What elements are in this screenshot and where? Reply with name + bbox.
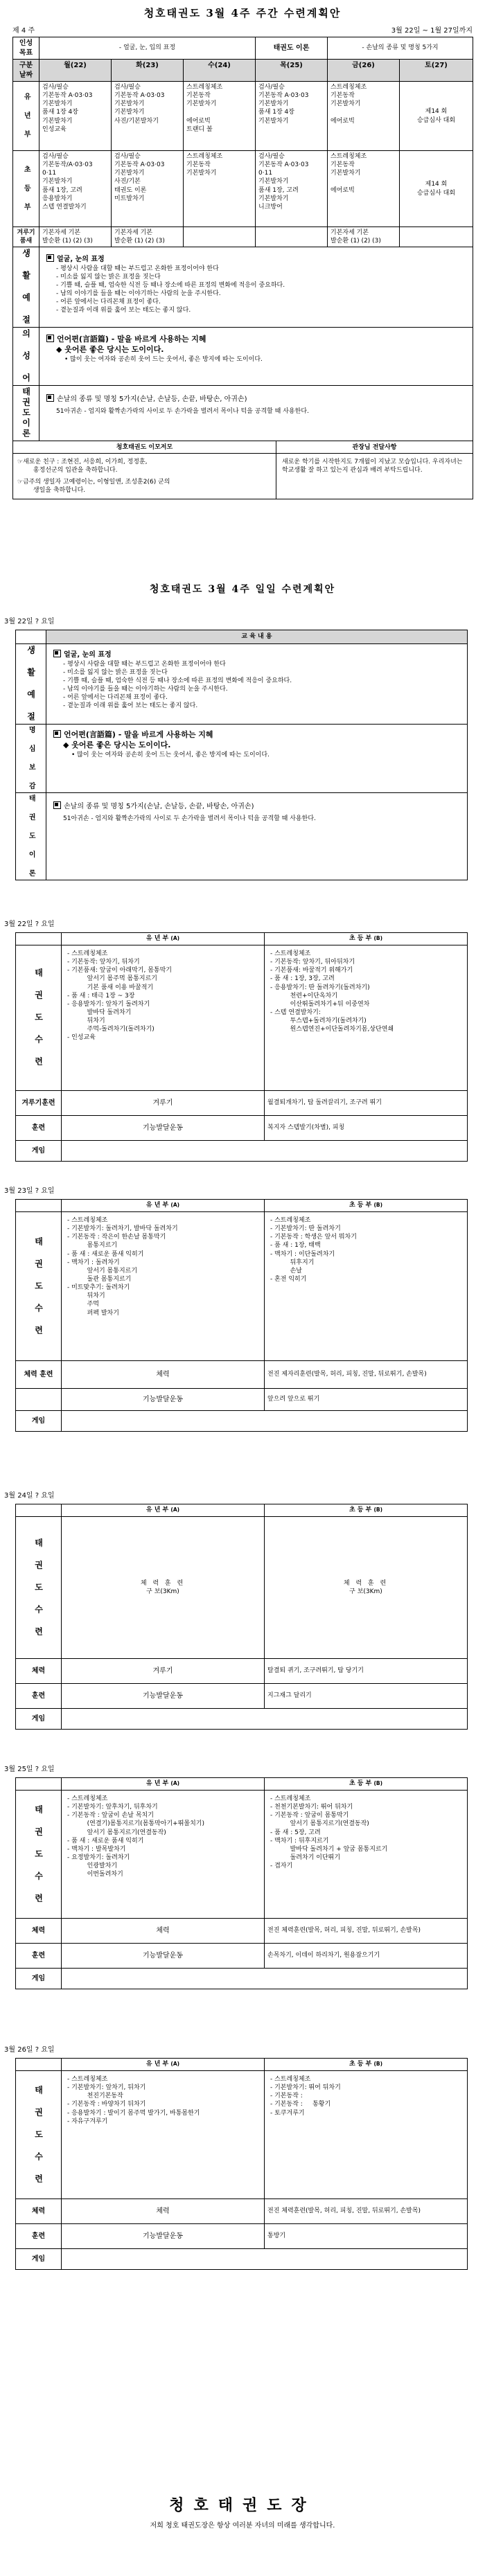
idiom-cell: 언어편(言語篇) - 말을 바르게 사용하는 지혜 ◆ 웃어른 좋은 당시는 도이이다. • 많이 웃는 여자와 공손히 웃어 드는 웃어서, 좋은 방지에 따는 도이이다. bbox=[39, 328, 473, 386]
theory-text: - 손날의 종류 및 명칭 5가지 bbox=[328, 37, 473, 60]
daily-life-label: 생 활 예 절 bbox=[26, 646, 36, 722]
youth-cell: 제14 회 승급심사 대회 bbox=[400, 82, 473, 151]
lesson-date: 3월 23일 ? 요일 bbox=[4, 1187, 55, 1195]
special-text: 앞으려 앞으로 뛰기 bbox=[265, 1389, 468, 1411]
day-header: 금(26) bbox=[328, 60, 400, 82]
training-side-label: 태 권 도 수 련 bbox=[33, 1538, 44, 1637]
training-sublabel: 체력 bbox=[62, 1919, 265, 1944]
training-label: 체력 bbox=[16, 2199, 62, 2224]
game-label: 게임 bbox=[16, 2249, 62, 2270]
goal-text: - 얼굴, 눈, 입의 표정 bbox=[39, 37, 256, 60]
youth-cell: 검사/필승 기본동작 A·03·03 기본발차기 기본발차기 사진/기본발차기 bbox=[112, 82, 184, 151]
game-label: 게임 bbox=[16, 1141, 62, 1162]
row-label: 태권도이론 bbox=[21, 387, 31, 440]
special-label: 기능발달운동 bbox=[62, 1116, 265, 1141]
header-label: 구분 날짜 bbox=[13, 60, 39, 82]
row-label: 초 등 부 bbox=[22, 166, 30, 212]
special-text: 복지자 스텝발기(차별), 피칭 bbox=[265, 1116, 468, 1141]
special-label-side: 훈련 bbox=[16, 2224, 62, 2249]
lesson-day-4 bbox=[0, 1763, 485, 1989]
sparring-cell: 기본자세 기본 발순환 (1) (2) (3) bbox=[39, 227, 112, 247]
col-elem-header: 초 등 부 (B) bbox=[265, 2059, 468, 2071]
special-text: 지그재그 달리기 bbox=[265, 1684, 468, 1709]
elementary-cell: 검사/필승 기본동작/A·03·03 0·11 기본발차기 품새 1장, 고려 응용발차기 스텝 연결발차기 bbox=[39, 151, 112, 227]
elementary-cell: 스트레칭체조 기본동작 기본발차기 bbox=[184, 151, 256, 227]
notice-cell: ☞새로운 친구 : 조현진, 서응희, 이가희, 정정훈, 홍정선군의 입관을 축하합니다. ☞금주의 생일자 고예령이는, 이형일앤, 조성훈2(6) 군의 생일을 축하합니다. bbox=[13, 454, 276, 499]
col-youth-header: 유 년 부 (A) bbox=[62, 1200, 265, 1212]
sparring-cell bbox=[400, 227, 473, 247]
daily-theory-cell: 손날의 종류 및 명칭 5가지(손날, 손날등, 손끝, 바탕손, 아귀손) 51아귀손 - 엄지와 활짝손가락의 사이로 두 손가락을 벌려서 목이나 턱을 공격할 때 사용한다. bbox=[46, 793, 468, 880]
youth-lesson-cell: - 스트레칭체조 - 기본발차기: 앞차기, 뒤차기 천진기본동작 - 기본동작 : 바양차기 뒤차기 - 응용발차기 : 발이기 몸주먹 발가기, 바통몸한기 - 자유구겨루기 bbox=[62, 2071, 265, 2199]
daily-table bbox=[15, 630, 468, 880]
training-text: 전진 체력훈련(발목, 허리, 피칭, 진말, 뒤로뛰기, 손발목) bbox=[265, 1919, 468, 1944]
sparring-cell: 기본자세 기본 발순환 (1) (2) (3) bbox=[112, 227, 184, 247]
youth-cell: 스트레칭체조 기본동작 기본발차기 에어로빅 bbox=[328, 82, 400, 151]
goal-label: 인성 목표 bbox=[13, 37, 39, 60]
weekly-section bbox=[0, 6, 485, 499]
lesson-date: 3월 22일 ? 요일 bbox=[4, 921, 55, 928]
weekly-table bbox=[12, 37, 473, 441]
training-side-label: 태 권 도 수 련 bbox=[33, 1236, 44, 1336]
daily-idiom-cell: 언어편(言語篇) - 말을 바르게 사용하는 지혜 ◆ 웃어른 좋은 당시는 도이이다. • 많이 웃는 여자와 공손히 웃어 드는 웃어서, 좋은 방지에 따는 도이이다. bbox=[46, 725, 468, 793]
youth-cell: 검사/필승 기본동작 A·03·03 기본발차기 품새 1장 4장 기본발차기 인성교육 bbox=[39, 82, 112, 151]
lesson-day-5 bbox=[0, 2043, 485, 2270]
daily-title: 청호태권도 3월 4주 일일 수련계획안 bbox=[149, 584, 336, 595]
footer-title: 청호태권도장 bbox=[169, 2496, 316, 2514]
daily-date: 3월 22일 ? 요일 bbox=[4, 618, 55, 625]
col-elem-header: 초 등 부 (B) bbox=[265, 1504, 468, 1517]
youth-lesson-cell: - 스트레칭체조 - 기본발차기: 앞후차기, 뒤후차기 - 기본동작 : 앞굽이 손날 목치기 (연결기)몸통지르기(몸통막아기+뛰몰치기) 앞서기 몸통지르기(연결동작) - 품 새 : 새로운 품새 익히기 - 맥차기 : 발목발차기 - 요정발차기: 돌려차기 인광발차기 이번돌려차기 bbox=[62, 1791, 265, 1919]
sparring-text: 탈결퇴 퀴기, 조구려뛰기, 탑 당기기 bbox=[265, 1659, 468, 1684]
sparring-sublabel: 겨루기 bbox=[62, 1091, 265, 1116]
theory-cell: 손날의 종류 및 명칭 5가지(손날, 손날등, 손끝, 바탕손, 아귀손) 51아귀손 - 엄지와 활짝손가락의 사이로 두 손가락을 벌려서 목이나 턱을 공격할 때 사용한다. bbox=[39, 386, 473, 441]
special-label-side: 훈련 bbox=[16, 1684, 62, 1709]
sparring-label: 체력 bbox=[16, 1659, 62, 1684]
training-text: 전진 제자리훈련(발목, 허리, 피칭, 진말, 뒤로뛰기, 손발목) bbox=[265, 1361, 468, 1389]
row-label: 의 성 어 bbox=[21, 329, 31, 384]
days-header-row bbox=[13, 60, 473, 82]
col-youth-header: 유 년 부 (A) bbox=[62, 933, 265, 945]
elementary-cell: 검사/필승 기본동작 A·03·03 0·11 기본발차기 품새 1장, 고려 기본발차기 니크방어 bbox=[256, 151, 328, 227]
daily-idiom-label: 명 심 보 감 bbox=[27, 726, 35, 791]
row-label: 겨루기 품새 bbox=[13, 227, 39, 247]
special-label: 기능발달운동 bbox=[62, 1389, 265, 1411]
life-cell: 얼굴, 눈의 표정 - 평상시 사람을 대할 때는 부드럽고 온화한 표정이어야 한다 - 미소를 잃지 않는 밝은 표정을 짓는다 - 기쁠 때, 슬플 때, 엄숙한 식전 등 때나 장소에 따른 표정의 변화에 적응이 중요하다. - 남의 이야기를 들을 때는 이야기하는 사람의 눈을 주시한다. - 어른 앞에서는 다리꼰채 표정이 좋다. - 곁눈질과 이래 위를 훑어 보는 태도는 좋지 않다. bbox=[39, 247, 473, 328]
special-text: 손목차기, 이데이 하리차기, 원용잡으기기 bbox=[265, 1944, 468, 1969]
training-text: 전진 체력훈련(발목, 허리, 피칭, 진말, 뒤로뛰기, 손발목) bbox=[265, 2199, 468, 2224]
special-label: 기능발달운동 bbox=[62, 1944, 265, 1969]
special-label-side: 훈련 bbox=[16, 1944, 62, 1969]
col-youth-header: 유 년 부 (A) bbox=[62, 1504, 265, 1517]
row-label: 생 활 예 절 bbox=[21, 249, 31, 326]
elem-lesson-cell: - 스트레칭체조 - 천천기본발차기: 뛰어 뒤차기 - 기본동작 : 앞굽이 몸통막기 앞서기 몸통지르기(연결동작) - 품 새 : 5장, 고려 - 맥차기 : 뒤후지르기 발바닥 돌려차기 + 앞굽 몸통지르기 돌려차기 이단뛰기 - 겹자기 bbox=[265, 1791, 468, 1919]
elem-lesson-cell: 체 력 훈 련 구 보(3Km) bbox=[265, 1517, 468, 1659]
daily-theory-label: 태 권 도 이 론 bbox=[27, 794, 35, 878]
col-youth-header: 유 년 부 (A) bbox=[62, 2059, 265, 2071]
special-label: 기능발달운동 bbox=[62, 1684, 265, 1709]
lesson-day-1 bbox=[0, 918, 485, 1162]
training-side-label: 태 권 도 수 련 bbox=[33, 968, 44, 1067]
footer bbox=[0, 2494, 485, 2530]
elem-lesson-cell: - 스트레칭체조 - 기본동작: 앞차기, 뒤아뒤차기 - 기본품새: 바꿀적기 위해가기 - 품 새 : 1장, 3장, 고려 - 응용발차기: 딴 돌려차기(돌려차기) 천련+이단옥차기 이산뛰돌려차기+뒤 이중연차 - 스텝 연결발차기: 투스텝+돌려차기(돌려차기) 원스텝연진+이단돌려차기몸,상단연쇄 bbox=[265, 945, 468, 1091]
theory-row bbox=[13, 386, 473, 441]
sparring-sublabel: 겨루기 bbox=[62, 1659, 265, 1684]
lesson-date: 3월 24일 ? 요일 bbox=[4, 1492, 55, 1500]
life-row bbox=[13, 247, 473, 328]
game-label: 게임 bbox=[16, 1411, 62, 1432]
lesson-day-2 bbox=[0, 1184, 485, 1432]
daily-section bbox=[0, 582, 485, 880]
youth-lesson-cell: 체 력 훈 련 구 보(3Km) bbox=[62, 1517, 265, 1659]
training-side-label: 태 권 도 수 련 bbox=[33, 2085, 44, 2185]
sparring-cell: 기본자세 기본 발순환 (1) (2) (3) bbox=[328, 227, 400, 247]
lesson-day-3 bbox=[0, 1489, 485, 1730]
training-sublabel: 체력 bbox=[62, 1361, 265, 1389]
row-label: 유 년 부 bbox=[22, 93, 30, 139]
elem-lesson-cell: - 스트레칭체조 - 기본발차기: 뛰어 뒤차기 - 기본동작 : - 기본동작 : 통황기 - 토쿠겨루기 bbox=[265, 2071, 468, 2199]
youth-lesson-cell: - 스트레칭체조 - 기본동작: 앞차기, 뒤차기 - 기본품새: 앞굽이 아래막기, 몸통막기 앞서기 몸주먹 몸통지르기 기본 품새 이용 바꿀적기 - 품 새 : 태극 1장 ~ 3장 - 응용발차기: 앞차기 돌려차기 발바닥 돌려차기 뒤차기 주먹-돌려차기(돌려차기) - 인성교육 bbox=[62, 945, 265, 1091]
sparring-cell bbox=[256, 227, 328, 247]
sparring-label: 겨루기훈련 bbox=[16, 1091, 62, 1116]
training-sublabel: 체력 bbox=[62, 2199, 265, 2224]
youth-cell: 스트레칭체조 기본동작 기본발차기 에어로빅 트랜디 볼 bbox=[184, 82, 256, 151]
col-elem-header: 초 등 부 (B) bbox=[265, 933, 468, 945]
elementary-cell: 검사/필승 기본동작 A·03·03 기본발차기 사진/기본 태권도 이론 미트발차기 bbox=[112, 151, 184, 227]
elementary-row bbox=[13, 151, 473, 227]
sparring-text: 월결퇴개차기, 탑 돌려끌리기, 조구려 뛰기 bbox=[265, 1091, 468, 1116]
director-cell: 새로운 학기를 시작한지도 7개월이 지났고 모습입니다. 우리자녀는 학교생활 잘 하고 있는지 관심과 배려 부탁드립니다. bbox=[276, 454, 473, 499]
youth-cell: 검사/필승 기본동작 A·03·03 기본발차기 품새 1장 4장 기본발차기 bbox=[256, 82, 328, 151]
special-text: 통방기 bbox=[265, 2224, 468, 2249]
daily-life-cell: 얼굴, 눈의 표정 - 평상시 사람을 대할 때는 부드럽고 온화한 표정이어야 한다 - 미소를 잃지 않는 밝은 표정을 짓는다 - 기쁠 때, 슬플 때, 엄숙한 식전 등 때나 장소에 따른 표정의 변화에 적응이 중요하다. - 남의 이야기를 들을 때는 이야기하는 사람의 눈을 주시한다. - 어른 앞에서는 다리꼰채 표정이 좋다. - 곁눈질과 이래 위를 훑어 보는 태도는 좋지 않다. bbox=[46, 644, 468, 725]
theory-label: 태권도 이론 bbox=[256, 37, 328, 60]
day-header: 수(24) bbox=[184, 60, 256, 82]
day-header: 화(23) bbox=[112, 60, 184, 82]
content-header: 교 육 내 용 bbox=[46, 630, 468, 644]
youth-row bbox=[13, 82, 473, 151]
lesson-date: 3월 25일 ? 요일 bbox=[4, 1766, 55, 1773]
notice-table bbox=[12, 441, 473, 499]
notice-header: 청호태권도 이모저모 bbox=[13, 441, 276, 454]
director-header: 관장님 전달사항 bbox=[276, 441, 473, 454]
elementary-cell: 스트레칭체조 기본동작 기본발차기 에어로빅 bbox=[328, 151, 400, 227]
special-label: 기능발달운동 bbox=[62, 2224, 265, 2249]
lesson-date: 3월 26일 ? 요일 bbox=[4, 2046, 55, 2054]
elementary-cell: 제14 회 승급심사 대회 bbox=[400, 151, 473, 227]
training-label: 체력 bbox=[16, 1919, 62, 1944]
day-header: 월(22) bbox=[39, 60, 112, 82]
footer-subtitle: 저희 청호 태권도장은 항상 여러분 자녀의 미래를 생각합니다. bbox=[150, 2522, 335, 2530]
weekly-title: 청호태권도 3월 4주 주간 수련계획안 bbox=[143, 7, 342, 19]
sparring-row bbox=[13, 227, 473, 247]
game-label: 게임 bbox=[16, 1709, 62, 1730]
goals-row bbox=[13, 37, 473, 60]
day-header: 목(25) bbox=[256, 60, 328, 82]
day-header: 토(27) bbox=[400, 60, 473, 82]
elem-lesson-cell: - 스트레칭체조 - 기본발차기: 딴 돌려차기 - 기본동작 : 학생은 앞서 뭐차기 - 품 새 : 1장, 태백 - 맥차기 : 이단돌려차기 뒤후지기 손날 - 혼전 익히기 bbox=[265, 1212, 468, 1361]
col-youth-header: 유 년 부 (A) bbox=[62, 1778, 265, 1791]
col-elem-header: 초 등 부 (B) bbox=[265, 1778, 468, 1791]
youth-lesson-cell: - 스트레칭체조 - 기본발차기: 돌려차기, 발바닥 돌려차기 - 기본동작 : 작은이 한손날 몸통막기 몸통지르기 - 품 새 : 새로운 품새 익히기 - 맥차기 : 돌려차기 앞서기 몸통지르기 돌관 몸통지르기 - 미트맞추기: 돌려차기 뒤차기 주먹 퍼펙 발차기 bbox=[62, 1212, 265, 1361]
idiom-row bbox=[13, 328, 473, 386]
week-period: 3월 22일 ~ 1월 27일까지 bbox=[391, 27, 473, 35]
training-side-label: 태 권 도 수 련 bbox=[33, 1804, 44, 1904]
special-label-side: 훈련 bbox=[16, 1116, 62, 1141]
training-label: 체력 훈련 bbox=[16, 1361, 62, 1389]
game-label: 게임 bbox=[16, 1969, 62, 1989]
col-elem-header: 초 등 부 (B) bbox=[265, 1200, 468, 1212]
sparring-cell bbox=[184, 227, 256, 247]
week-number: 제 4 주 bbox=[12, 27, 35, 35]
